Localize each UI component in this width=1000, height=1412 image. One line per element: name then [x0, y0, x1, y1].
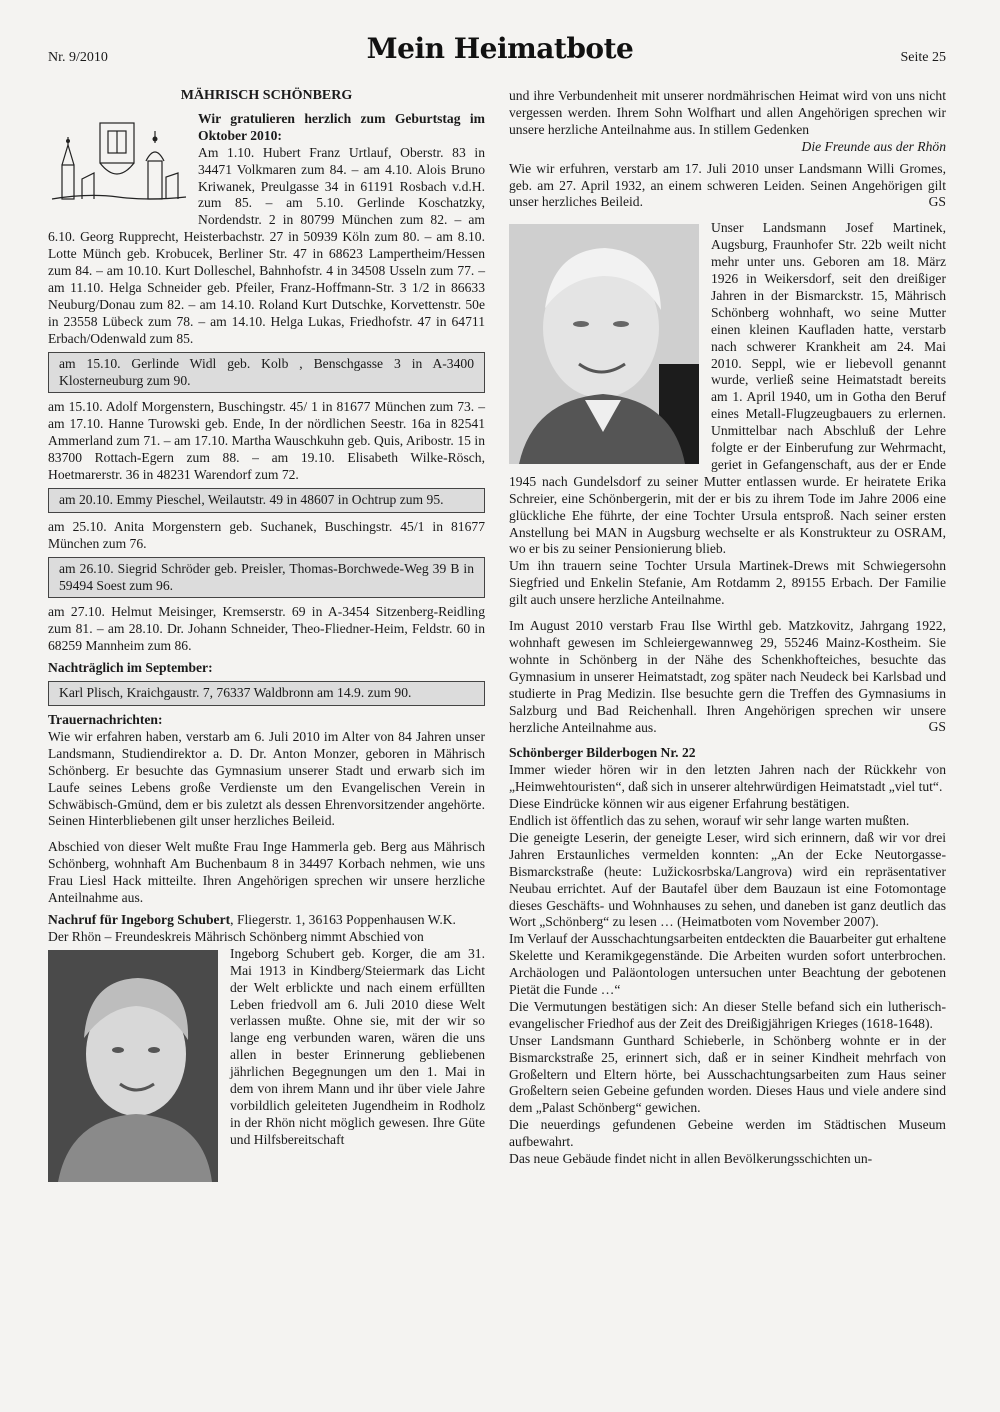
bilderbogen-para-4: Die geneigte Leserin, der geneigte Leser, wird sich erinnern, daß wir vor drei Jahren Erstaunliches vermelden konnten: „An der Ecke Neutorgasse-Bismarckstraße (heute: Lužickosrbska/Langrova) wird ein repräsentativer Neubau errichtet. Auf der Bautafel über dem Bauzaun ist eine Fotomontage dieses Geschäfts- und Wohnhauses zu sehen, und daneben ist ganz deutlich das Wort „Schönberg“ zu lesen … (Heimatboten vom November 2007). [509, 829, 946, 930]
left-column [48, 88, 485, 1186]
mourning-heading: Trauernachrichten: [48, 712, 163, 727]
obituary-heading: Nachruf für Ingeborg Schubert [48, 911, 231, 927]
bilderbogen-para-8: Die neuerdings gefundenen Gebeine werden im Städtischen Museum aufbewahrt. [509, 1117, 946, 1150]
bilderbogen-para-6: Die Vermutungen bestätigen sich: An dieser Stelle befand sich ein lutherisch-evangelischer Friedhof aus der Zeit des Dreißigjährigen Krieges (1618-1648). [509, 998, 946, 1031]
obituary-continuation: und ihre Verbundenheit mit unserer nordmährischen Heimat wird von uns nicht vergessen werden. Ihrem Sohn Wolfhart und allen Angehörigen sprechen wir unsere herzliche Anteilnahme aus. In stillem Gedenken [509, 88, 946, 137]
town-crest-illustration [48, 113, 190, 213]
highlight-box-plisch: Karl Plisch, Kraichgaustr. 7, 76337 Waldbronn am 14.9. zum 90. [48, 681, 485, 706]
bilderbogen-para-2: Diese Eindrücke können wir aus eigener Erfahrung bestätigen. [509, 796, 850, 812]
masthead-title: Mein Heimatbote [366, 32, 634, 65]
birthday-greeting: Wir gratulieren herzlich zum Geburtstag im Oktober 2010: [198, 110, 485, 143]
mourning-monzer: Wie wir erfahren haben, verstarb am 6. Juli 2010 im Alter von 84 Jahren unser Landsmann, Studiendirektor a. D. Dr. Anton Monzer, geboren in Mährisch Schönberg. Er besuchte das Gymnasium unserer Stadt und erwarb sich im Laufe seines Lebens große Verdienste um den Evangelischen Verein in Schwäbisch-Gmünd, dem er bis zuletzt als dessen Ehrenvorsitzender angehörte. Seinen Hinterbliebenen gilt unser herzliches Beileid. [48, 728, 485, 829]
mourning-hammerla: Abschied von dieser Welt mußte Frau Inge Hammerla geb. Berg aus Mährisch Schönberg, wohnhaft Am Buchenbaum 8 in 34497 Korbach nehmen, wie uns Frau Liesl Hack mitteilte. Ihren Angehörigen sprechen wir unsere herzliche Anteilnahme aus. [48, 839, 485, 906]
late-birthdays-heading: Nachträglich im September: [48, 660, 213, 676]
bilderbogen-para-5: Im Verlauf der Ausschachtungsarbeiten entdeckten die Bauarbeiter gut erhaltene Skelette und Keramikgegenstände. Die Arbeiten wurden sofort unterbrochen. Archäologen und Paläontologen untersuchen unter Beachtung der gebotenen Pietät die Funde …“ [509, 931, 946, 998]
bilderbogen-heading: Schönberger Bilderbogen Nr. 22 [509, 745, 696, 761]
right-column [509, 88, 946, 1168]
obituary-signature: Die Freunde aus der Rhön [801, 138, 946, 154]
bilderbogen-para-9: Das neue Gebäude findet nicht in allen Bevölkerungsschichten un- [509, 1151, 873, 1167]
mourning-gromes: Wie wir erfuhren, verstarb am 17. Juli 2010 unser Landsmann Willi Gromes, geb. am 27. April 1932, an einem schweren Leiden. Seinen Angehörigen gilt unser herzliches Beileid. [509, 160, 946, 210]
obituary-heading-address: , Fliegerstr. 1, 36163 Poppenhausen W.K. [230, 911, 456, 927]
highlight-box-pieschel: am 20.10. Emmy Pieschel, Weilautstr. 49 in 48607 in Ochtrup zum 95. [48, 488, 485, 513]
birthday-list-1: Am 1.10. Hubert Franz Urtlauf, Oberstr. 83 in 34471 Volkmaren zum 84. – am 4.10. Alois Bruno Kriwanek, Preulgasse 34 in 61191 Rosbach v.d.H. zum 85. – am 5.10. Gerlinde Koschatzky, Nordendstr. 2 in 80799 München zum 82. – am 6.10. Georg Rupprecht, Heisterbachstr. 27 in 50939 Köln zum 80. – am 8.10. Lotte Münch geb. Krobucek, Berliner Str. 47 in 68623 Lampertheim/Hessen zum 84. – am 10.10. Kurt Dolleschel, Bahnhofstr. 4 in 34508 Usseln zum 77. – am 11.10. Helga Schneider geb. Pfeiler, Franz-Hoffmann-Str. 3 1/2 in 86633 Neuburg/Donau zum 82. – am 14.10. Roland Kurt Dutschke, Korvettenstr. 50e in 23558 Lübeck zum 78. – am 14.10. Helga Lukas, Friedhofstr. 47 in 64711 Erbach/Odenwald zum 85. [48, 144, 485, 346]
gromes-signature: GS [928, 194, 946, 210]
portrait-photo-martinek [509, 224, 699, 464]
wirthl-signature: GS [928, 719, 946, 735]
bilderbogen-para-1: Immer wieder hören wir in den letzten Jahren nach der Rückkehr von „Heimwehtouristen“, daß sich in unserer altehrwürdigen Heimatstadt „viel tut“. [509, 762, 946, 795]
birthday-list-3: am 25.10. Anita Morgenstern geb. Suchanek, Buschingstr. 45/1 in 81677 München zum 76. [48, 518, 485, 551]
obituary-intro: Der Rhön – Freundeskreis Mährisch Schönberg nimmt Abschied von [48, 928, 424, 944]
birthday-list-4: am 27.10. Helmut Meisinger, Kremserstr. 69 in A-3454 Sitzenberg-Reidling zum 81. – am 28.10. Dr. Johann Schneider, Theo-Fliedner-Heim, Feldstr. 60 in 68259 Mannheim zum 86. [48, 604, 485, 654]
page-number: Seite 25 [900, 50, 946, 65]
obituary-body: Ingeborg Schubert geb. Korger, die am 31. Mai 1913 in Kindberg/Steiermark das Licht der Welt erblickte und nach einem erfüllten Leben friedvoll am 6. Juli 2010 diese Welt verlassen mußte. Ohne sie, mit der wir so lange eng verbunden waren, wären die uns allen in bester Erinnerung gebliebenen jährlichen Begegnungen um den 1. Mai in dem von ihrem Mann und ihr über viele Jahre vorbildlich geleiteten Jugendheim in Rodholz in der Rhön nicht möglich gewesen. Ihre Güte und Hilfsbereitschaft [230, 945, 485, 1147]
birthday-list-2: am 15.10. Adolf Morgenstern, Buschingstr. 45/ 1 in 81677 München zum 73. – am 17.10. Hanne Turowski geb. Ende, In der nördlichen Seestr. 16a in 82541 Ammerland zum 71. – am 17.10. Martha Wauschkuhn geb. Quis, Aribostr. 15 in 83700 Rottach-Egern zum 88. – am 19.10. Elisabeth Wilke-Rösch, Hoetmarerstr. 36 in 48231 Warendorf zum 72. [48, 399, 485, 483]
section-title: MÄHRISCH SCHÖNBERG [180, 88, 353, 103]
obituary-martinek: Unser Landsmann Josef Martinek, Augsburg, Fraunhofer Str. 22b weilt nicht mehr unter uns. Geboren am 18. März 1926 in Weikersdorf, seit den dreißiger Jahren in der Bismarckstr. 15, Mährisch Schönberg wohnhaft, wo seine Mutter einen kleinen Kaufladen hatte, verstarb nach schwerer Krankheit am 24. Mai 2010. Seppl, wie er liebevoll genannt wurde, verließ seine Heimatstadt bereits am 1. April 1940, um in Gotha den Beruf eines Metall-Flugzeugbauers zu erlernen. Unmittelbar nach Abschluß der Lehre folgte er der Einberufung zur Wehrmacht, geriet in Gefangenschaft, aus der er Ende 1945 nach Gundelsdorf zu seiner Mutter entlassen wurde. Er heiratete Erika Schreier, eine Schönbergerin, mit der er bis zu ihrem Tode im Jahre 2006 eine glückliche Ehe führte, der eine Tochter Ursula entsproß. Nach seiner ersten Anstellung bei MAN in Augsburg wechselte er als Konstrukteur zu OSRAM, wo er bis zu seiner Pensionierung blieb. [509, 220, 946, 557]
highlight-box-schroeder: am 26.10. Siegrid Schröder geb. Preisler, Thomas-Borchwede-Weg 39 B in 59494 Soest zum 96. [48, 557, 485, 599]
highlight-box-widl: am 15.10. Gerlinde Widl geb. Kolb , Benschgasse 3 in A-3400 Klosterneuburg zum 90. [48, 352, 485, 394]
portrait-photo-schubert [48, 950, 218, 1182]
obituary-martinek-family: Um ihn trauern seine Tochter Ursula Martinek-Drews mit Schwiegersohn Siegfried und Enkelin Stefanie, Am Rotdamm 2, 89155 Erbach. Der Familie gilt auch unsere herzliche Anteilnahme. [509, 558, 946, 608]
issue-number: Nr. 9/2010 [48, 50, 108, 65]
bilderbogen-para-7: Unser Landsmann Gunthard Schieberle, in Schönberg wohnte er in der Bismarckstraße 25, erinnert sich, daß er in seiner Kindheit mehrfach von Großeltern und Eltern hörte, bei Ausschachtungsarbeiten zum Haus seiner Großeltern seien Gebeine gefunden worden. Dieses Haus und viele andere sind dem „Palast Schönberg“ gewichen. [509, 1032, 946, 1116]
obituary-heading-line [48, 912, 485, 929]
obituary-wirthl: Im August 2010 verstarb Frau Ilse Wirthl geb. Matzkovitz, Jahrgang 1922, wohnhaft gewesen im Schleiergewannweg 29, 55246 Mainz-Kostheim. Sie wohnte in Schönberg in der Nähe des Schenkhofteiches, besuchte das Gymnasium in unserer Heimatstadt, zog später nach Neudeck bei Karlsbad und studierte in Prag Medizin. Ilse besuchte gern die Treffen des Gymnasiums in Salzburg und Bad Reichenhall. Ihren Angehörigen sprechen wir unsere herzliche Anteilnahme aus. [509, 618, 946, 735]
bilderbogen-para-3: Endlich ist öffentlich das zu sehen, worauf wir sehr lange warten mußten. [509, 812, 910, 828]
